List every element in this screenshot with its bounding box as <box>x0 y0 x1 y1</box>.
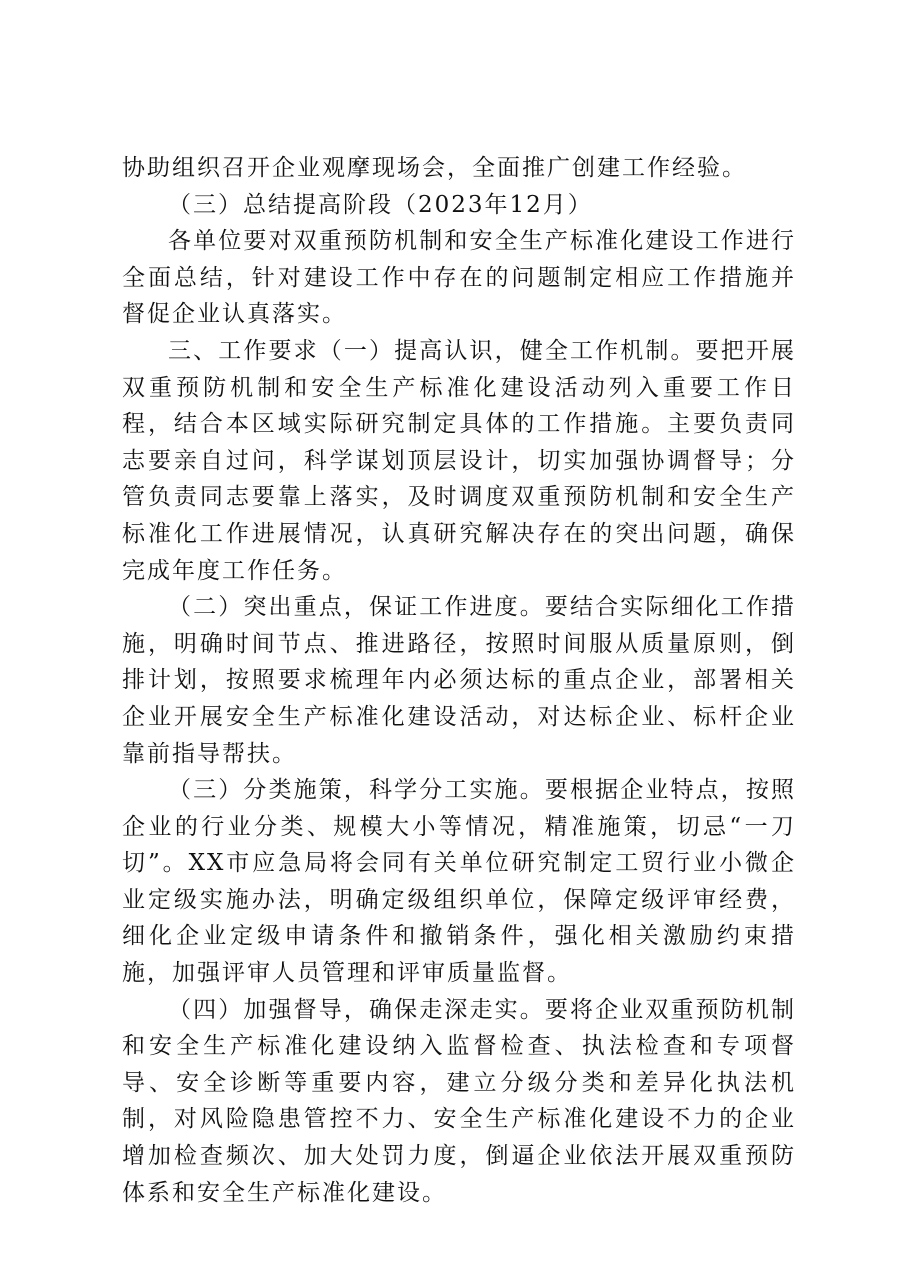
paragraph-summary: 各单位要对双重预防机制和安全生产标准化建设工作进行全面总结，针对建设工作中存在的问题制定相应工作措施并督促企业认真落实。 <box>122 228 796 328</box>
paragraph-continuation: 协助组织召开企业观摩现场会，全面推广创建工作经验。 <box>122 155 747 181</box>
paragraph-work-requirements-1: 三、工作要求（一）提高认识，健全工作机制。要把开展双重预防机制和安全生产标准化建设活动列入重要工作日程，结合本区域实际研究制定具体的工作措施。主要负责同志要亲自过问，科学谋划顶层设计，切实加强协调督导；分管负责同志要靠上落实，及时调度双重预防机制和安全生产标准化工作进展情况，认真研究解决存在的突出问题，确保完成年度工作任务。 <box>122 337 796 584</box>
paragraph-work-requirements-3: （三）分类施策，科学分工实施。要根据企业特点，按照企业的行业分类、规模大小等情况，精准施策，切忌“一刀切”。XX市应急局将会同有关单位研究制定工贸行业小微企业定级实施办法，明确定级组织单位，保障定级评审经费，细化企业定级申请条件和撤销条件，强化相关激励约束措施，加强评审人员管理和评审质量监督。 <box>122 777 796 987</box>
paragraph-work-requirements-4: （四）加强督导，确保走深走实。要将企业双重预防机制和安全生产标准化建设纳入监督检查、执法检查和专项督导、安全诊断等重要内容，建立分级分类和差异化执法机制，对风险隐患管控不力、安全生产标准化建设不力的企业增加检查频次、加大处罚力度，倒逼企业依法开展双重预防体系和安全生产标准化建设。 <box>122 996 796 1206</box>
document-body <box>122 150 796 1211</box>
section-heading-summary-stage: （三）总结提高阶段（2023年12月） <box>168 191 593 218</box>
paragraph-work-requirements-2: （二）突出重点，保证工作进度。要结合实际细化工作措施，明确时间节点、推进路径，按照时间服从质量原则，倒排计划，按照要求梳理年内必须达标的重点企业，部署相关企业开展安全生产标准化建设活动，对达标企业、标杆企业靠前指导帮扶。 <box>122 594 796 767</box>
